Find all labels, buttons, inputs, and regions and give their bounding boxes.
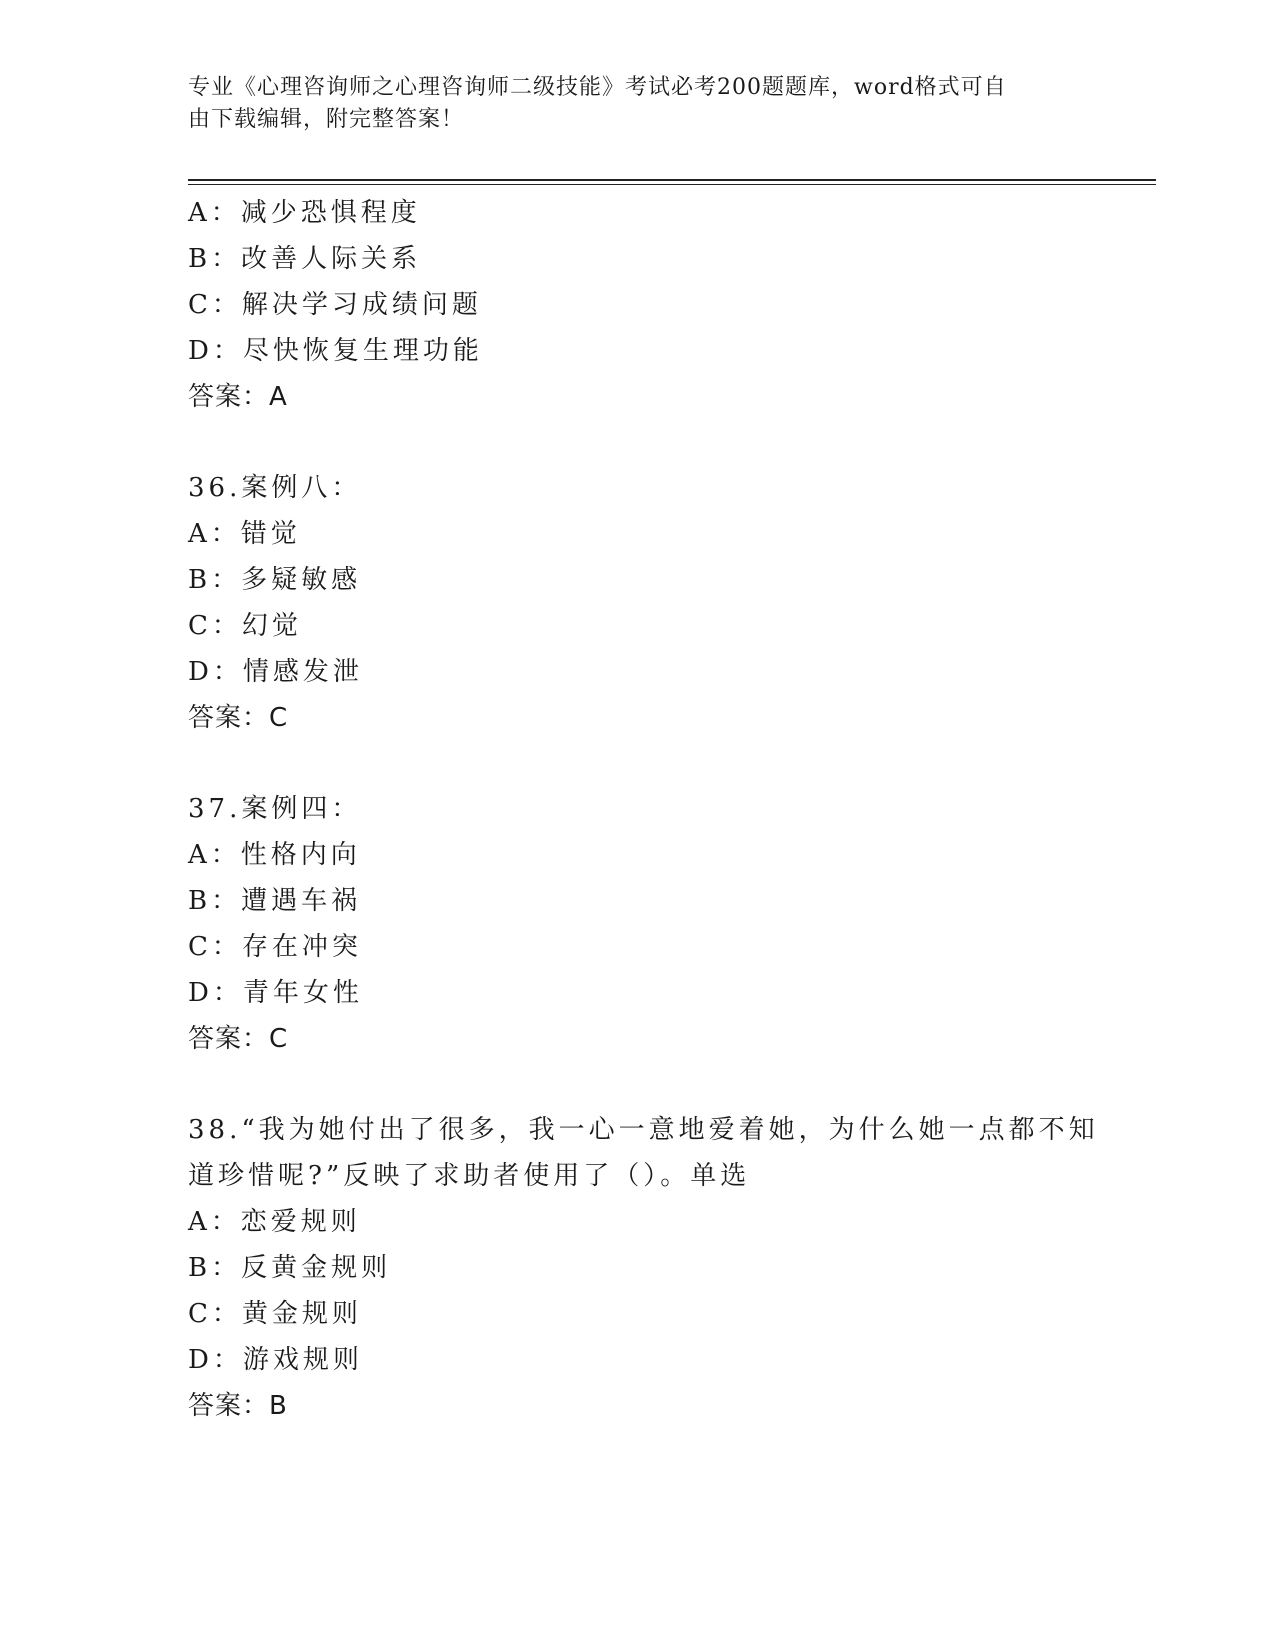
answer: 答案：B [188,1391,288,1421]
option-b: B：反黄金规则 [188,1253,392,1283]
document-header [188,72,1068,136]
option-d: D：青年女性 [188,978,363,1008]
option-b: B：改善人际关系 [188,244,422,274]
header-line-2: 由下载编辑，附完整答案！ [188,107,465,132]
answer: 答案：A [188,382,288,412]
answer: 答案：C [188,1024,289,1054]
option-d: D：情感发泄 [188,657,363,687]
option-d: D：尽快恢复生理功能 [188,336,483,366]
header-line-1: 专业《心理咨询师之心理咨询师二级技能》考试必考200题题库，word格式可自 [188,75,1007,100]
header-divider-thin [188,184,1156,185]
option-a: A：恋爱规则 [188,1207,361,1237]
option-c: C：幻觉 [188,611,302,641]
spacer [188,741,1088,786]
option-a: A：减少恐惧程度 [188,198,421,228]
option-c: C：黄金规则 [188,1299,362,1329]
question-block [188,190,1088,420]
question-stem-line-1: 38.“我为她付出了很多，我一心一意地爱着她，为什么她一点都不知 [188,1115,1099,1145]
header-divider-thick [188,179,1156,181]
question-block [188,465,1088,741]
option-c: C：解决学习成绩问题 [188,290,482,320]
answer: 答案：C [188,703,289,733]
question-list [188,190,1099,1429]
question-stem: 36.案例八： [188,473,362,503]
option-d: D：游戏规则 [188,1345,363,1375]
option-a: A：性格内向 [188,840,361,870]
question-block [188,1107,1099,1429]
option-a: A：错觉 [188,519,301,549]
question-block [188,786,1088,1062]
spacer [188,420,1088,465]
option-b: B：遭遇车祸 [188,886,362,916]
question-stem: 37.案例四： [188,794,362,824]
spacer [188,1062,1088,1107]
option-b: B：多疑敏感 [188,565,362,595]
question-stem-line-2: 道珍惜呢?”反映了求助者使用了（）。单选 [188,1161,751,1191]
option-c: C：存在冲突 [188,932,362,962]
